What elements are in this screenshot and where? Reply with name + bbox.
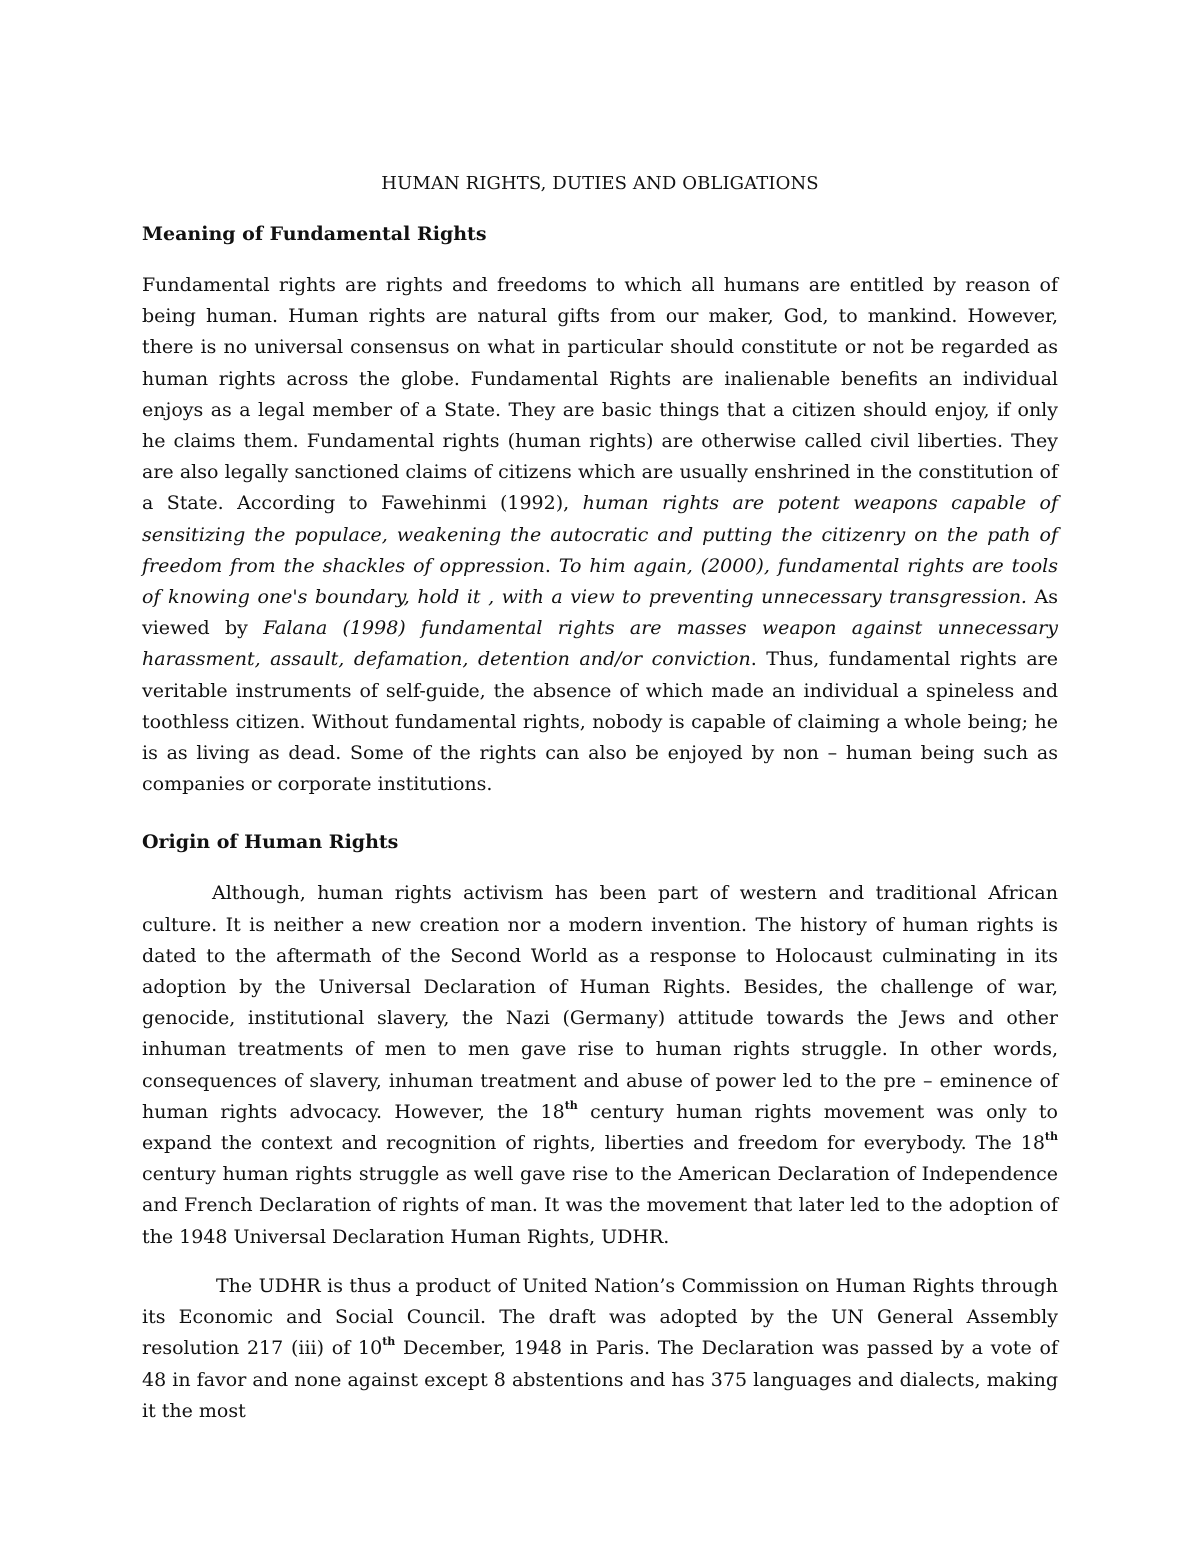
text-run: As viewed by <box>142 586 1059 640</box>
italic-quote: Falana (1998) fundamental rights are masses weapon against unnecessary harassment, assault, defamation, detention and/or conviction <box>142 617 1058 671</box>
section-heading: Origin of Human Rights <box>142 831 399 854</box>
italic-quote: human rights are potent weapons capable of sensitizing the populace, weakening the autocratic and putting the citizenry on the path of freedom from the shackles of oppression <box>142 492 1058 577</box>
text-run: . <box>544 554 559 577</box>
text-run: century human rights movement was only to expand the context and recognition of rights, liberties and freedom for everybody. The 18 <box>142 1100 1058 1155</box>
document-body <box>142 168 1058 1427</box>
body-paragraph <box>142 270 1058 800</box>
section-origin-of-human-rights <box>142 826 1058 1426</box>
body-paragraph <box>142 1271 1058 1427</box>
ordinal-superscript: th <box>1044 1129 1058 1143</box>
section-meaning-of-fundamental-rights <box>142 218 1058 800</box>
text-run: Fundamental rights are rights and freedoms to which all humans are entitled by reason of being human. Human rights are natural gifts from our maker, God, to mankind. However, there is no universal consensus on what in particular should constitute or not be regarded as human rights across the globe. Fundamental Rights are inalienable benefits an individual enjoys as a legal member of a State. They are basic things that a citizen should enjoy, if only he claims them. Fundamental rights (human rights) are otherwise called civil liberties. They are also legally sanctioned claims of citizens which are usually enshrined in the constitution of a State. According to Fawehinmi (1992), <box>142 274 1058 515</box>
text-run: . Thus, fundamental rights are veritable instruments of self-guide, the absence of which made an individual a spineless and toothless citizen. Without fundamental rights, nobody is capable of claiming a whole being; he is as living as dead. Some of the rights can also be enjoyed by non – human being such as companies or corporate institutions. <box>142 648 1058 796</box>
text-run: December, 1948 in Paris. The Declaration was passed by a vote of 48 in favor and none against except 8 abstentions and has 375 languages and dialects, making it the most <box>142 1337 1058 1422</box>
body-paragraph <box>142 878 1058 1252</box>
ordinal-superscript: th <box>564 1098 578 1112</box>
text-run: Although, human rights activism has been part of western and traditional African culture. It is neither a new creation nor a modern invention. The history of human rights is dated to the aftermath of the Second World as a response to Holocaust culminating in its adoption by the Universal Declaration of Human Rights. Besides, the challenge of war, genocide, institutional slavery, the Nazi (Germany) attitude towards the Jews and other inhuman treatments of men to men gave rise to human rights struggle. In other words, consequences of slavery, inhuman treatment and abuse of power led to the pre – eminence of human rights advocacy. However, the 18 <box>142 882 1058 1123</box>
section-heading: Meaning of Fundamental Rights <box>142 223 487 245</box>
text-run: The UDHR is thus a product of United Nation’s Commission on Human Rights through its Economic and Social Council. The draft was adopted by the UN General Assembly resolution 217 (iii) of 10 <box>142 1274 1058 1360</box>
text-run: century human rights struggle as well gave rise to the American Declaration of Independence and French Declaration of rights of man. It was the movement that later led to the adoption of the 1948 Universal Declaration Human Rights, UDHR. <box>142 1163 1058 1248</box>
italic-quote: To him again, (2000), fundamental rights are tools of knowing one's boundary, hold it , with a view to preventing unnecessary transgression. <box>142 554 1058 609</box>
ordinal-superscript: th <box>382 1334 396 1348</box>
document-title: HUMAN RIGHTS, DUTIES AND OBLIGATIONS <box>381 173 819 194</box>
